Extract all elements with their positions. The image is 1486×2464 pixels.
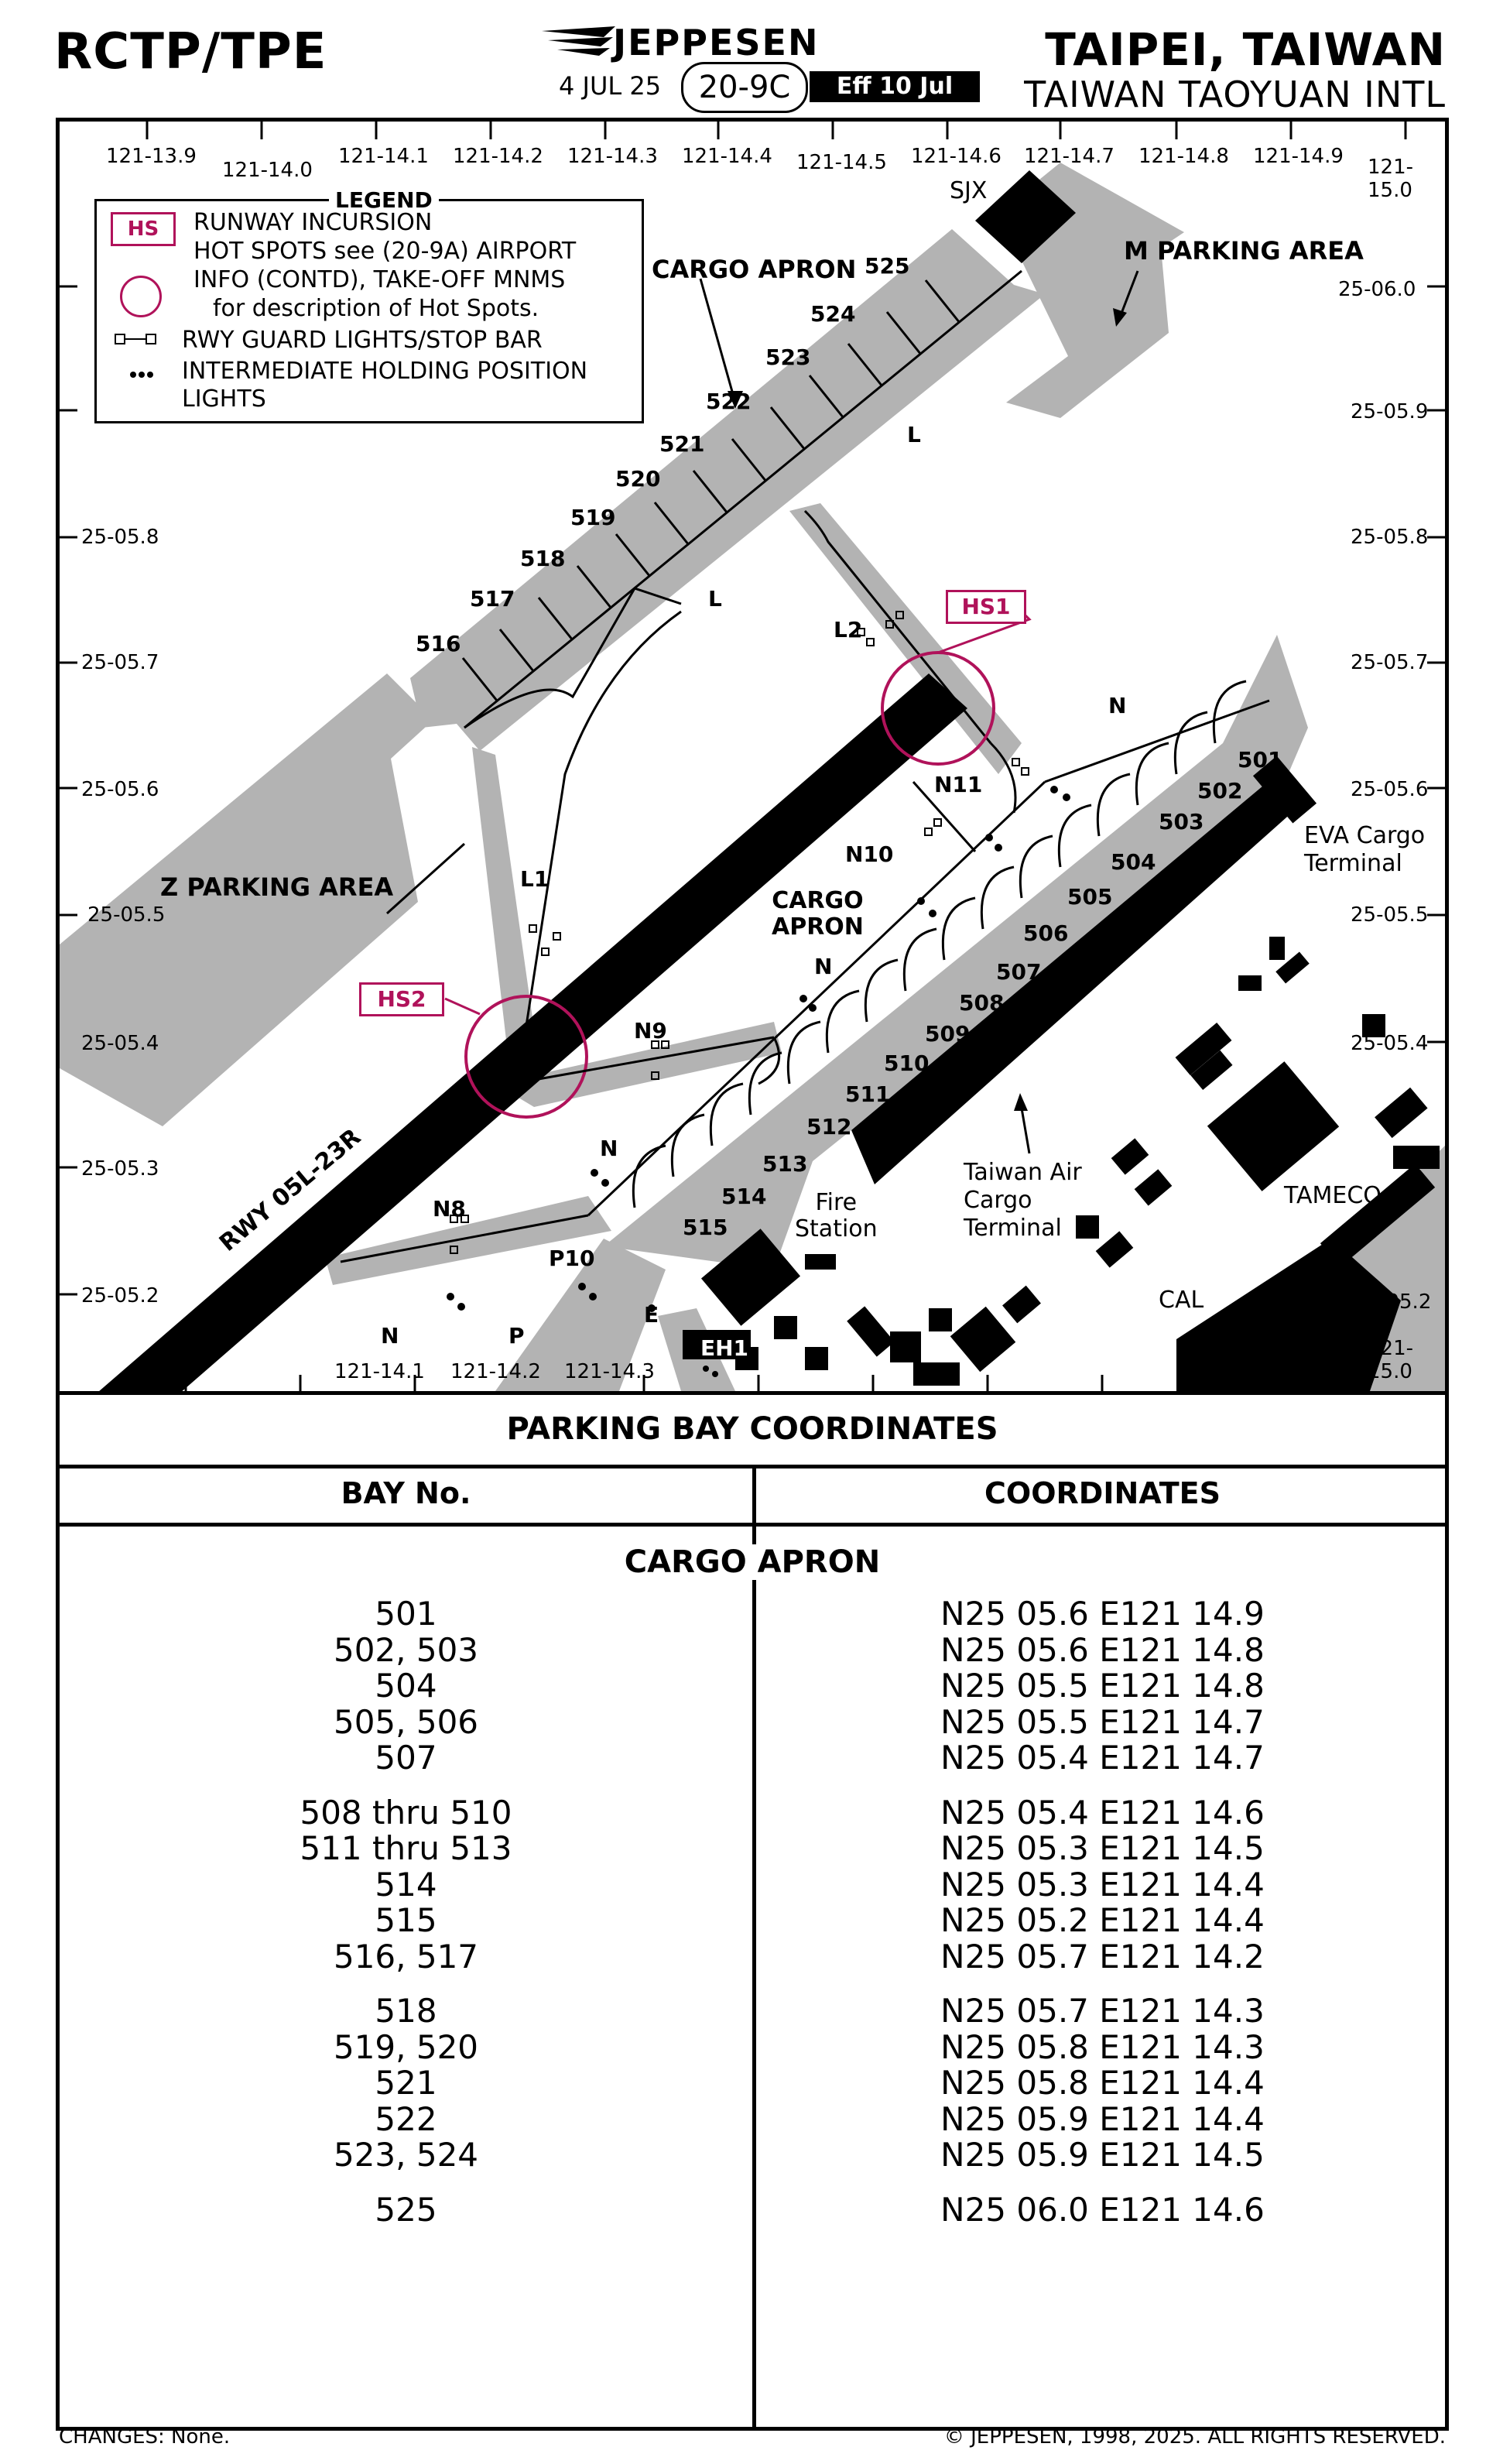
bay-label: 514 (721, 1184, 767, 1209)
legend-hs-line3: INFO (CONTD), TAKE-OFF MNMS (193, 266, 566, 293)
bay-cell: 525 (375, 2190, 437, 2229)
taiwan-air-line3: Terminal (964, 1215, 1062, 1242)
lon-label: 121-14.3 (567, 145, 658, 168)
taiwan-air-line2: Cargo (964, 1187, 1032, 1214)
table-section-heading (60, 1544, 1445, 1580)
holding-lights-legend-icon (129, 367, 168, 382)
coordinates-cell: N25 05.3 E121 14.4 (940, 1865, 1265, 1904)
bay-label: 516 (416, 631, 461, 656)
publisher-name: JEPPESEN (613, 22, 820, 63)
bay-cell: 507 (375, 1739, 437, 1777)
hs-legend-badge: HS (111, 212, 176, 246)
taxiway-n-label: N (600, 1136, 618, 1161)
lat-label: 25-05.6 (81, 778, 159, 801)
taxiway-l1-label: L1 (520, 866, 550, 892)
coordinates-cell: N25 05.5 E121 14.7 (940, 1702, 1265, 1741)
bay-label: 520 (615, 466, 661, 492)
eh1-label: EH1 (700, 1335, 749, 1361)
coordinates-cell: N25 05.6 E121 14.8 (940, 1630, 1265, 1669)
bay-label: 506 (1023, 920, 1069, 946)
coordinates-cell: N25 05.4 E121 14.6 (940, 1793, 1265, 1832)
fire-line1: Fire (815, 1189, 858, 1216)
bay-label: 502 (1197, 778, 1243, 804)
legend-holding-2: LIGHTS (182, 386, 266, 413)
taxiway-l2-label: L2 (834, 617, 863, 643)
eva-line2: Terminal (1304, 850, 1402, 877)
coordinates-cell: N25 05.9 E121 14.4 (940, 2099, 1265, 2138)
jeppesen-logo-icon (542, 23, 619, 62)
column-header-coordinates: COORDINATES (984, 1476, 1221, 1510)
lon-label: 121-14.9 (1253, 145, 1344, 168)
legend-title: LEGEND (329, 187, 439, 213)
lon-label: 121-14.4 (682, 145, 772, 168)
lat-label: 25-05.8 (81, 526, 159, 549)
chart-date: 4 JUL 25 (559, 71, 662, 101)
bay-label: 513 (762, 1151, 808, 1177)
bay-cell: 523, 524 (333, 2136, 479, 2174)
fire-line2: Station (795, 1215, 878, 1242)
legend-hs-line1: RUNWAY INCURSION (193, 209, 433, 236)
cargo-apron-south-line1: CARGO (772, 887, 864, 914)
taxiway-n9-label: N9 (634, 1018, 667, 1044)
taiwan-air-line1: Taiwan Air (964, 1159, 1082, 1186)
fire-station-label (795, 1190, 878, 1242)
airport-name: TAIWAN TAOYUAN INTL (1024, 74, 1446, 115)
bay-cell: 516, 517 (333, 1937, 479, 1976)
bay-label: 515 (683, 1215, 728, 1240)
bay-cell: 511 thru 513 (300, 1829, 512, 1867)
taxiway-e-label: E (644, 1302, 659, 1328)
coordinates-cell: N25 05.7 E121 14.3 (940, 1992, 1265, 2030)
bay-label: 507 (996, 959, 1042, 985)
coordinates-list (756, 1596, 1449, 2228)
coordinates-cell: N25 05.2 E121 14.4 (940, 1901, 1265, 1939)
bay-label: 518 (520, 546, 566, 571)
coordinates-cell: N25 06.0 E121 14.6 (940, 2190, 1265, 2229)
bay-label: 524 (810, 301, 856, 327)
section-label: CARGO APRON (617, 1544, 888, 1580)
lat-label: 25-05.2 (81, 1284, 159, 1307)
z-parking-area-label: Z PARKING AREA (160, 872, 394, 902)
lon-label: 121-14.0 (222, 159, 313, 182)
bay-cell: 505, 506 (333, 1702, 479, 1741)
lat-label: 25-05.5 (1351, 903, 1429, 927)
lat-label: 25-05.9 (1351, 400, 1429, 423)
lon-label: 121-13.9 (106, 145, 197, 168)
taxiway-p-label: P (508, 1323, 525, 1349)
lat-label: 25-05.6 (1351, 778, 1429, 801)
lon-label: 121-14.7 (1024, 145, 1114, 168)
copyright-notice: © JEPPESEN, 1998, 2025. ALL RIGHTS RESERVED. (943, 2425, 1446, 2449)
bay-label: 509 (925, 1021, 971, 1047)
bay-cell: 502, 503 (333, 1630, 479, 1669)
lon-label: 121-14.6 (911, 145, 1002, 168)
bay-cell: 501 (375, 1595, 437, 1633)
changes-note: CHANGES: None. (59, 2425, 231, 2449)
taxiway-p10-label: P10 (549, 1246, 595, 1271)
legend-hs-line2: HOT SPOTS see (20-9A) AIRPORT (193, 238, 577, 265)
legend-guard-lights: RWY GUARD LIGHTS/STOP BAR (182, 327, 543, 354)
cargo-apron-south-line2: APRON (772, 913, 864, 941)
lon-label: 121-15.0 (1368, 1337, 1414, 1383)
coordinates-cell: N25 05.3 E121 14.5 (940, 1829, 1265, 1867)
eva-line1: EVA Cargo (1304, 822, 1426, 849)
bay-label: 503 (1159, 809, 1204, 834)
taxiway-n-label: N (381, 1323, 399, 1349)
map-text-layer (60, 122, 1445, 1391)
bay-label: 523 (765, 344, 811, 370)
bay-label: 525 (865, 253, 910, 279)
bay-label: 512 (806, 1114, 852, 1139)
bay-number-list (60, 1596, 752, 2228)
bay-label: 519 (570, 505, 616, 530)
effective-date: Eff 10 Jul (810, 71, 980, 102)
table-title: PARKING BAY COORDINATES (60, 1393, 1445, 1468)
cargo-apron-label: CARGO APRON (652, 255, 857, 284)
taxiway-n-label: N (1108, 693, 1127, 718)
bay-label: 501 (1238, 747, 1283, 773)
cal-label: CAL (1159, 1287, 1204, 1314)
lon-label: 121-14.8 (1138, 145, 1229, 168)
taxiway-n10-label: N10 (845, 841, 894, 867)
bay-label: 522 (706, 389, 752, 414)
legend-box (94, 187, 644, 423)
lat-label: 25-05.4 (1351, 1032, 1429, 1055)
bay-label: 505 (1067, 884, 1113, 910)
bay-cell: 508 thru 510 (300, 1793, 512, 1832)
lon-label: 121-14.1 (334, 1360, 425, 1383)
lon-label: 121-15.0 (1368, 156, 1414, 202)
bay-label: 508 (959, 990, 1005, 1016)
coordinates-cell: N25 05.4 E121 14.7 (940, 1739, 1265, 1777)
airport-diagram (56, 118, 1449, 1395)
bay-label: 511 (845, 1081, 891, 1107)
chart-number: 20-9C (681, 62, 808, 113)
taxiway-n-label: N (814, 954, 833, 979)
legend-holding-1: INTERMEDIATE HOLDING POSITION (182, 358, 588, 385)
cargo-apron-south-label (772, 888, 864, 941)
coordinates-cell: N25 05.7 E121 14.2 (940, 1937, 1265, 1976)
lat-label: 25-05.2 (1354, 1290, 1432, 1314)
lon-label: 121-14.5 (796, 151, 887, 174)
hotspot-hs1-badge: HS1 (946, 590, 1026, 624)
airport-identifier: RCTP/TPE (54, 23, 327, 81)
tameco-label: TAMECO (1284, 1182, 1382, 1209)
coordinates-cell: N25 05.8 E121 14.4 (940, 2064, 1265, 2102)
bay-cell: 522 (375, 2099, 437, 2138)
taxiway-l-label: L (907, 422, 921, 447)
taxiway-l-label: L (708, 586, 722, 612)
coordinates-cell: N25 05.6 E121 14.9 (940, 1595, 1265, 1633)
lon-label: 121-14.3 (564, 1360, 655, 1383)
parking-bay-table (56, 1393, 1449, 2431)
taxiway-n8-label: N8 (433, 1196, 466, 1222)
bay-label: 517 (470, 586, 515, 612)
taiwan-air-cargo-terminal-label (964, 1159, 1082, 1242)
city-name: TAIPEI, TAIWAN (1045, 23, 1446, 76)
taxiway-n11-label: N11 (934, 772, 983, 797)
sjx-label: SJX (950, 177, 988, 204)
bay-label: 521 (659, 431, 705, 457)
eva-cargo-terminal-label (1304, 822, 1425, 878)
bay-cell: 514 (375, 1865, 437, 1904)
hotspot-legend-icon (120, 276, 162, 317)
m-parking-area-label: M PARKING AREA (1124, 236, 1364, 266)
guard-lights-legend-icon (114, 331, 157, 355)
bay-cell: 518 (375, 1992, 437, 2030)
coordinates-cell: N25 05.8 E121 14.3 (940, 2027, 1265, 2066)
bay-cell: 519, 520 (333, 2027, 479, 2066)
hotspot-hs2-badge: HS2 (359, 982, 444, 1016)
coordinates-cell: N25 05.5 E121 14.8 (940, 1667, 1265, 1705)
bay-label: 504 (1111, 849, 1156, 875)
lat-label: 25-05.7 (1351, 651, 1429, 674)
lon-label: 121-14.2 (453, 145, 543, 168)
lat-label: 25-06.0 (1338, 278, 1416, 301)
lat-label: 25-05.8 (1351, 526, 1429, 549)
column-header-bay: BAY No. (341, 1476, 471, 1510)
bay-label: 510 (884, 1050, 930, 1076)
runway-label: RWY 05L-23R (214, 1123, 367, 1257)
jeppesen-logo (542, 22, 867, 68)
coordinates-cell: N25 05.9 E121 14.5 (940, 2136, 1265, 2174)
lat-label: 25-05.7 (81, 651, 159, 674)
lat-label: 25-05.5 (87, 903, 166, 927)
bay-cell: 504 (375, 1667, 437, 1705)
bay-cell: 515 (375, 1901, 437, 1939)
lat-label: 25-05.3 (81, 1157, 159, 1181)
bay-cell: 521 (375, 2064, 437, 2102)
legend-hs-line4: for description of Hot Spots. (213, 295, 539, 322)
lon-label: 121-14.2 (450, 1360, 541, 1383)
lat-label: 25-05.4 (81, 1032, 159, 1055)
lon-label: 121-14.1 (338, 145, 429, 168)
